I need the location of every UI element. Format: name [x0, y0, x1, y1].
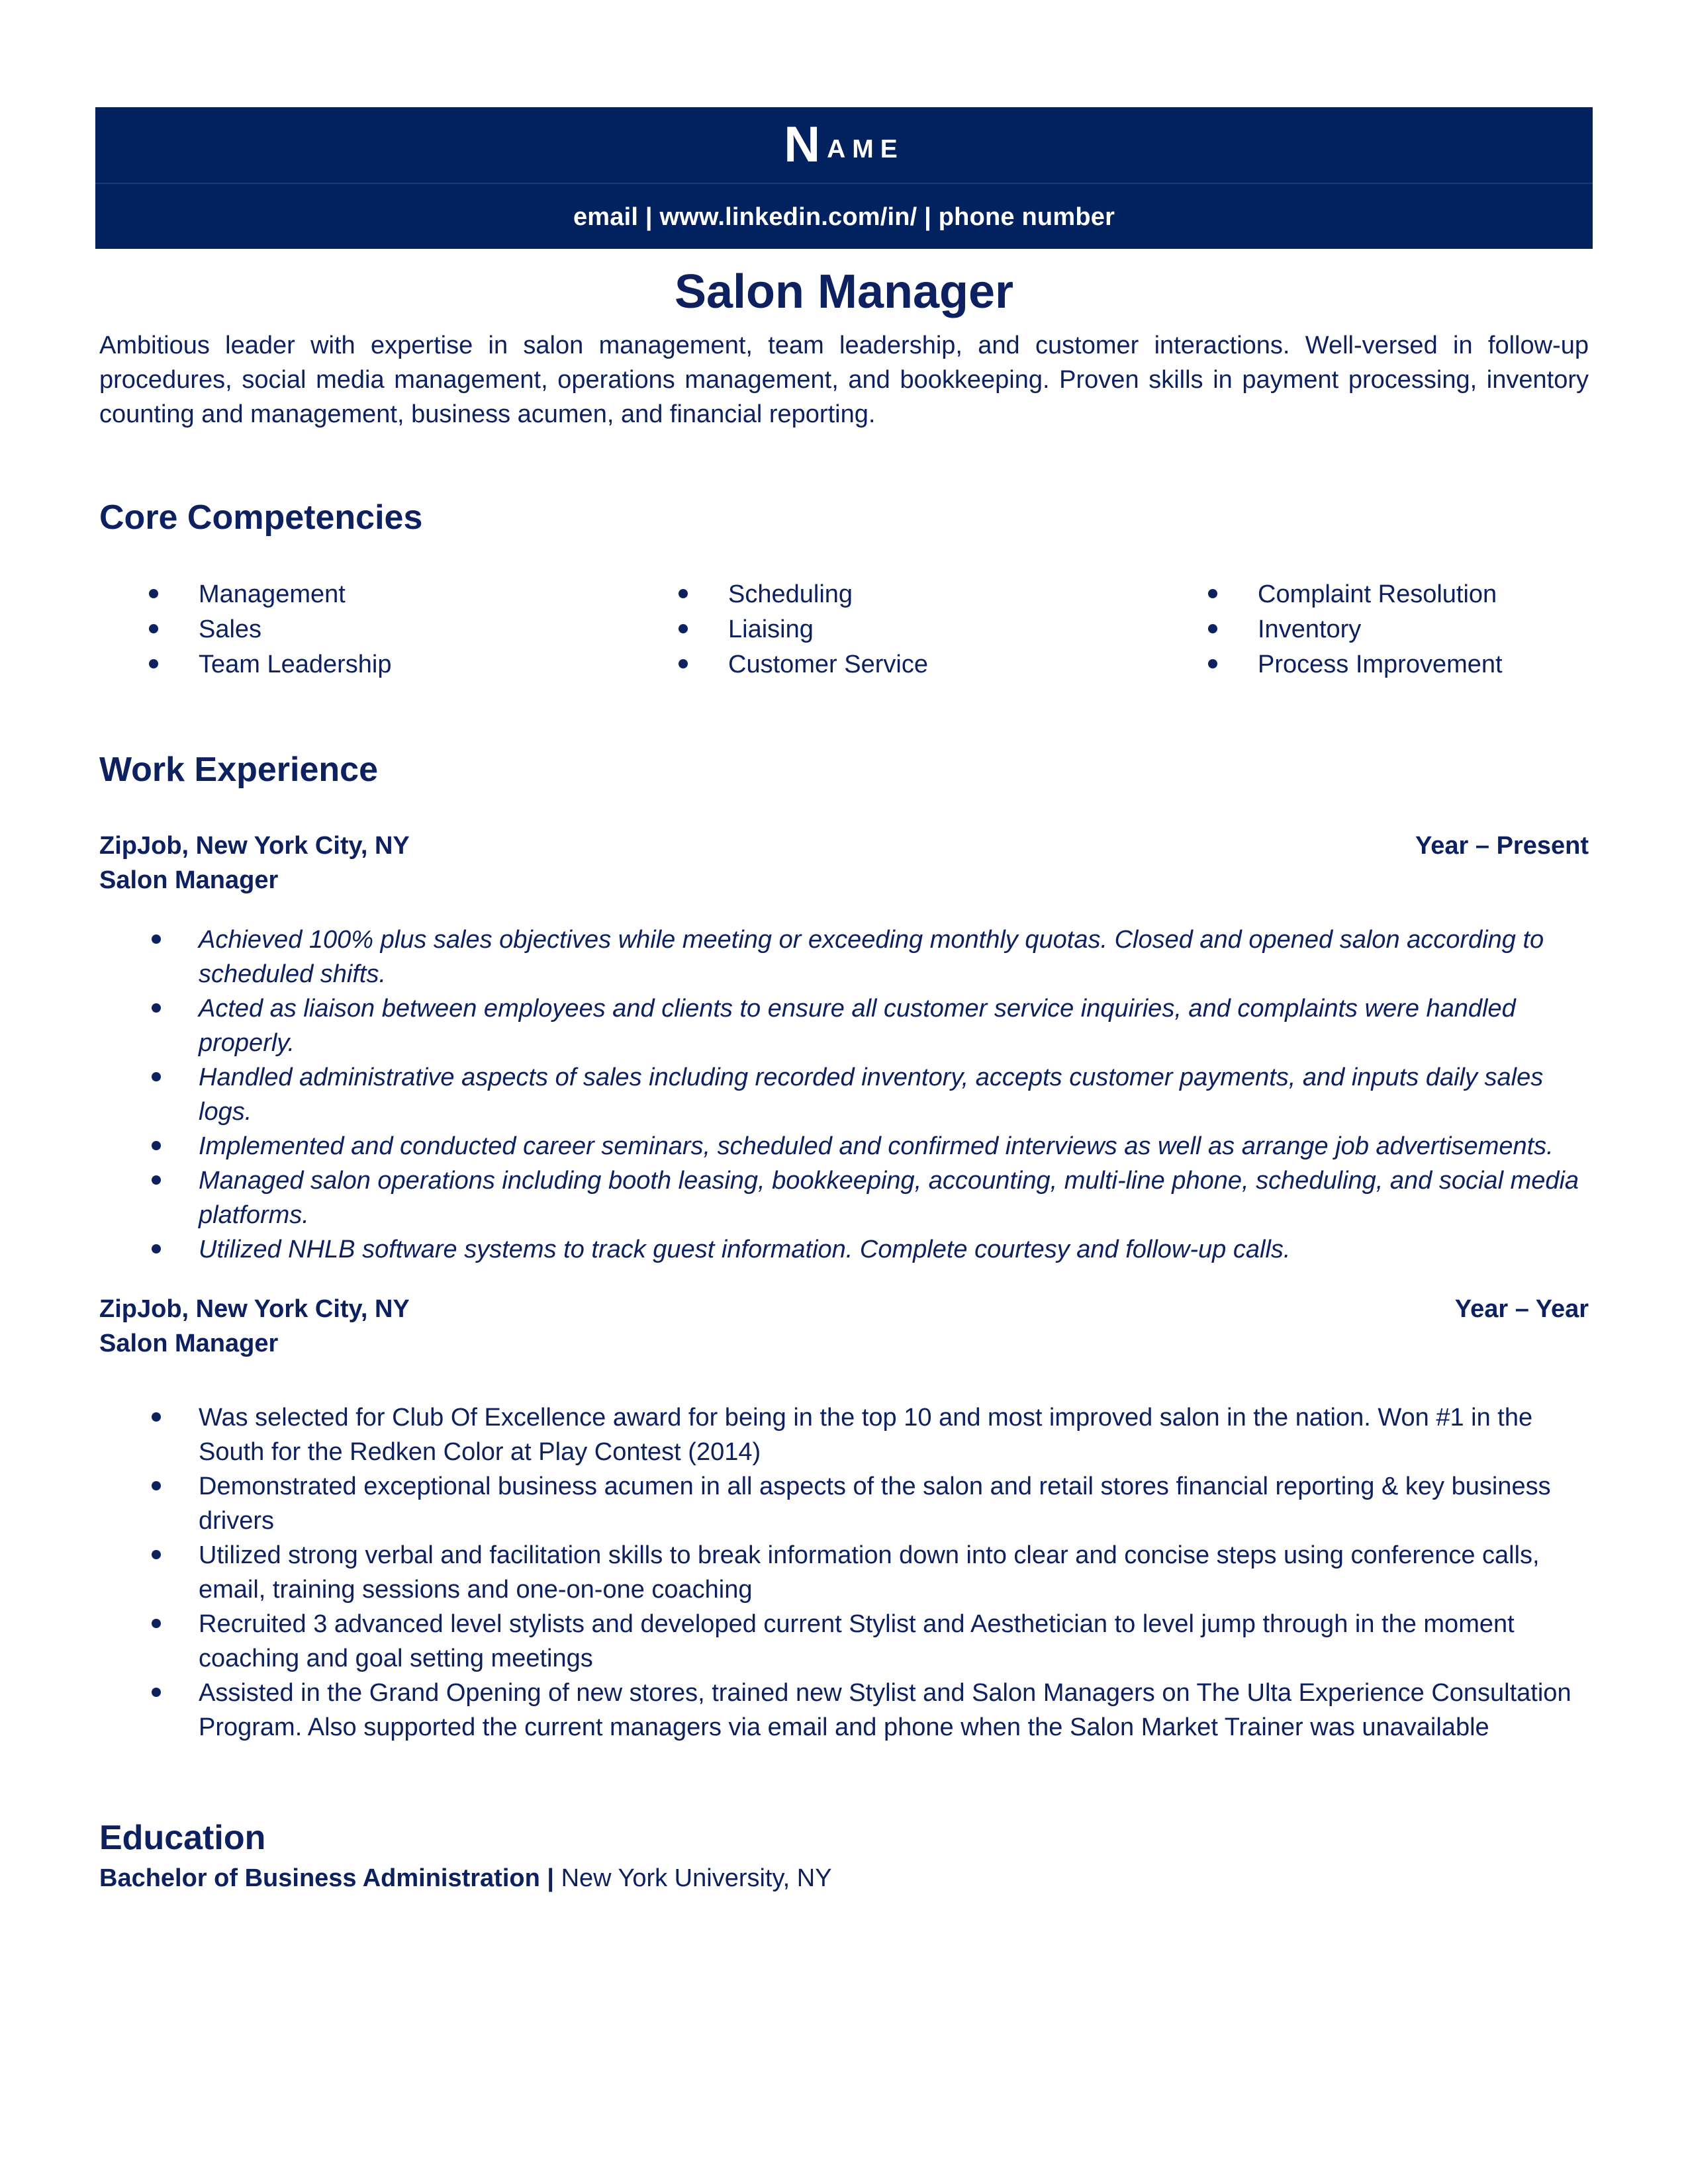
job-1-role: Salon Manager — [99, 866, 279, 894]
duty-item: Utilized NHLB software systems to track guest information. Complete courtesy and follow-up calls. — [149, 1232, 1589, 1267]
bullet-icon — [149, 659, 158, 668]
bullet-icon — [152, 1481, 161, 1490]
duty-item: Utilized strong verbal and facilitation skills to break information down into clear and concise steps using conference calls, email, training sessions and one-on-one coaching — [149, 1538, 1589, 1607]
header-divider — [95, 183, 1593, 184]
job-2-header — [99, 1292, 1589, 1326]
job-2-dates: Year – Year — [1454, 1295, 1589, 1323]
bullet-icon — [152, 1141, 161, 1150]
job-2-duties — [149, 1400, 1589, 1745]
duty-item: Achieved 100% plus sales objectives while meeting or exceeding monthly quotas. Closed and opened salon according to scheduled shifts. — [149, 923, 1589, 991]
experience-heading: Work Experience — [99, 751, 379, 789]
header-banner — [95, 107, 1593, 249]
competency-item: Customer Service — [679, 647, 928, 682]
education-separator: | — [539, 1864, 561, 1892]
job-2-role: Salon Manager — [99, 1330, 279, 1357]
bullet-icon — [149, 624, 158, 633]
bullet-icon — [152, 1175, 161, 1185]
name-initial: N — [784, 116, 827, 173]
summary-paragraph: Ambitious leader with expertise in salon management, team leadership, and customer interactions. Well-versed in follow-up procedures, social media management, operations management, and bookkeeping. Proven skills in payment processing, inventory counting and management, business acumen, and financial reporting. — [99, 332, 1589, 428]
job-1-duties — [149, 923, 1589, 1267]
bullet-icon — [679, 589, 688, 598]
education-entry — [99, 1861, 832, 1895]
bullet-icon — [679, 659, 688, 668]
candidate-name — [95, 107, 1593, 181]
duty-item: Recruited 3 advanced level stylists and developed current Stylist and Aesthetician to level jump through in the moment coaching and goal setting meetings — [149, 1607, 1589, 1676]
competencies-column-1 — [149, 577, 392, 682]
bullet-icon — [1208, 589, 1217, 598]
bullet-icon — [1208, 659, 1217, 668]
competency-item: Complaint Resolution — [1208, 577, 1503, 612]
duty-item: Managed salon operations including booth leasing, bookkeeping, accounting, multi-line phone, scheduling, and social media platforms. — [149, 1163, 1589, 1232]
duty-item: Was selected for Club Of Excellence award for being in the top 10 and most improved salon in the nation. Won #1 in the South for the Redken Color at Play Contest (2014) — [149, 1400, 1589, 1469]
bullet-icon — [152, 1244, 161, 1253]
bullet-icon — [152, 1550, 161, 1559]
competencies-column-3 — [1208, 577, 1503, 682]
duty-item: Assisted in the Grand Opening of new stores, trained new Stylist and Salon Managers on The Ulta Experience Consultation Program. Also supported the current managers via email and phone when the Salon Market Trainer was unavailable — [149, 1676, 1589, 1745]
duty-item: Demonstrated exceptional business acumen in all aspects of the salon and retail stores financial reporting & key business drivers — [149, 1469, 1589, 1538]
competency-item: Team Leadership — [149, 647, 392, 682]
job-2-company: ZipJob, New York City, NY — [99, 1295, 410, 1323]
competencies-heading: Core Competencies — [99, 498, 423, 537]
degree: Bachelor of Business Administration — [99, 1864, 540, 1892]
job-1-dates: Year – Present — [1415, 832, 1589, 860]
competency-item: Process Improvement — [1208, 647, 1503, 682]
bullet-icon — [152, 1072, 161, 1081]
job-1-header — [99, 829, 1589, 863]
competency-item: Sales — [149, 612, 392, 647]
bullet-icon — [152, 1412, 161, 1422]
duty-item: Acted as liaison between employees and clients to ensure all customer service inquiries, and complaints were handled properly. — [149, 991, 1589, 1060]
competencies-column-2 — [679, 577, 928, 682]
duty-item: Handled administrative aspects of sales including recorded inventory, accepts customer payments, and inputs daily sales logs. — [149, 1060, 1589, 1129]
job-1-company: ZipJob, New York City, NY — [99, 832, 410, 860]
name-rest: ame — [827, 123, 904, 165]
competency-item: Liaising — [679, 612, 928, 647]
bullet-icon — [152, 1003, 161, 1013]
competency-item: Scheduling — [679, 577, 928, 612]
competency-item: Inventory — [1208, 612, 1503, 647]
bullet-icon — [152, 1688, 161, 1697]
competency-item: Management — [149, 577, 392, 612]
school: New York University, NY — [561, 1864, 832, 1892]
duty-item: Implemented and conducted career seminars, scheduled and confirmed interviews as well as arrange job advertisements. — [149, 1129, 1589, 1163]
education-heading: Education — [99, 1819, 266, 1857]
resume-title: Salon Manager — [674, 265, 1014, 318]
bullet-icon — [152, 934, 161, 944]
contact-line: email | www.linkedin.com/in/ | phone number — [573, 203, 1115, 231]
bullet-icon — [149, 589, 158, 598]
bullet-icon — [152, 1619, 161, 1628]
bullet-icon — [679, 624, 688, 633]
bullet-icon — [1208, 624, 1217, 633]
